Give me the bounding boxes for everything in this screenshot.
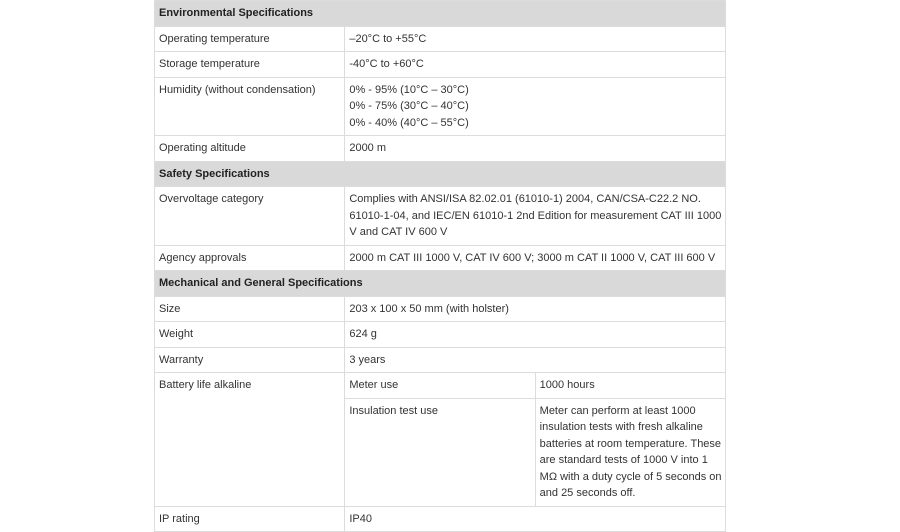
spec-table-container — [154, 0, 726, 532]
specifications-table — [154, 0, 726, 532]
spec-label: Battery life alkaline — [155, 373, 345, 507]
value-line: Complies with ANSI/ISA 82.02.01 (61010-1) 2004, CAN/CSA-C22.2 NO. — [349, 193, 701, 205]
spec-label: Overvoltage category — [155, 187, 345, 246]
spec-label: IP rating — [155, 506, 345, 532]
section-header-environmental — [155, 1, 726, 27]
table-row — [155, 187, 726, 246]
spec-label: Humidity (without condensation) — [155, 77, 345, 136]
table-row — [155, 506, 726, 532]
spec-value: 3 years — [345, 347, 726, 373]
spec-value: 2000 m CAT III 1000 V, CAT IV 600 V; 3000 m CAT II 1000 V, CAT III 600 V — [345, 245, 726, 271]
spec-label: Size — [155, 296, 345, 322]
value-line: batteries at room temperature. These — [539, 437, 722, 450]
table-row — [155, 373, 726, 399]
table-row — [155, 245, 726, 271]
spec-label: Warranty — [155, 347, 345, 373]
table-row — [155, 347, 726, 373]
sub-value: 1000 hours — [535, 373, 725, 399]
value-line: 0% - 95% (10°C – 30°C) — [349, 83, 469, 96]
spec-label: Weight — [155, 322, 345, 348]
section-title: Safety Specifications — [155, 161, 726, 187]
sub-label: Meter use — [345, 373, 535, 399]
sub-value — [535, 398, 725, 506]
table-row — [155, 296, 726, 322]
value-line: V and CAT IV 600 V — [349, 226, 448, 238]
section-title: Mechanical and General Specifications — [155, 271, 726, 297]
table-row — [155, 52, 726, 78]
spec-value: IP40 — [345, 506, 726, 532]
spec-value — [345, 77, 726, 136]
sub-label: Insulation test use — [345, 398, 535, 506]
spec-value: –20°C to +55°C — [345, 26, 726, 52]
table-row — [155, 136, 726, 162]
spec-value: 2000 m — [345, 136, 726, 162]
table-row — [155, 77, 726, 136]
value-line: 0% - 75% (30°C – 40°C) — [349, 100, 469, 112]
spec-label: Storage temperature — [155, 52, 345, 78]
value-line: and 25 seconds off. — [539, 487, 636, 499]
spec-value: 624 g — [345, 322, 726, 348]
section-title: Environmental Specifications — [155, 1, 726, 27]
value-line: 0% - 40% (40°C – 55°C) — [349, 116, 469, 129]
table-row — [155, 26, 726, 52]
value-line: Meter can perform at least 1000 — [539, 404, 696, 417]
spec-label: Operating altitude — [155, 136, 345, 162]
spec-value — [345, 187, 726, 246]
table-row — [155, 322, 726, 348]
spec-label: Operating temperature — [155, 26, 345, 52]
value-line: are standard tests of 1000 V into 1 — [539, 454, 708, 466]
section-header-mechanical — [155, 271, 726, 297]
value-line: MΩ with a duty cycle of 5 seconds on — [539, 470, 722, 483]
section-header-safety — [155, 161, 726, 187]
value-line: 61010-1-04, and IEC/EN 61010-1 2nd Edition for measurement CAT III 1000 — [349, 209, 722, 222]
value-line: insulation tests with fresh alkaline — [539, 421, 703, 433]
spec-value: -40°C to +60°C — [345, 52, 726, 78]
spec-label: Agency approvals — [155, 245, 345, 271]
spec-value: 203 x 100 x 50 mm (with holster) — [345, 296, 726, 322]
